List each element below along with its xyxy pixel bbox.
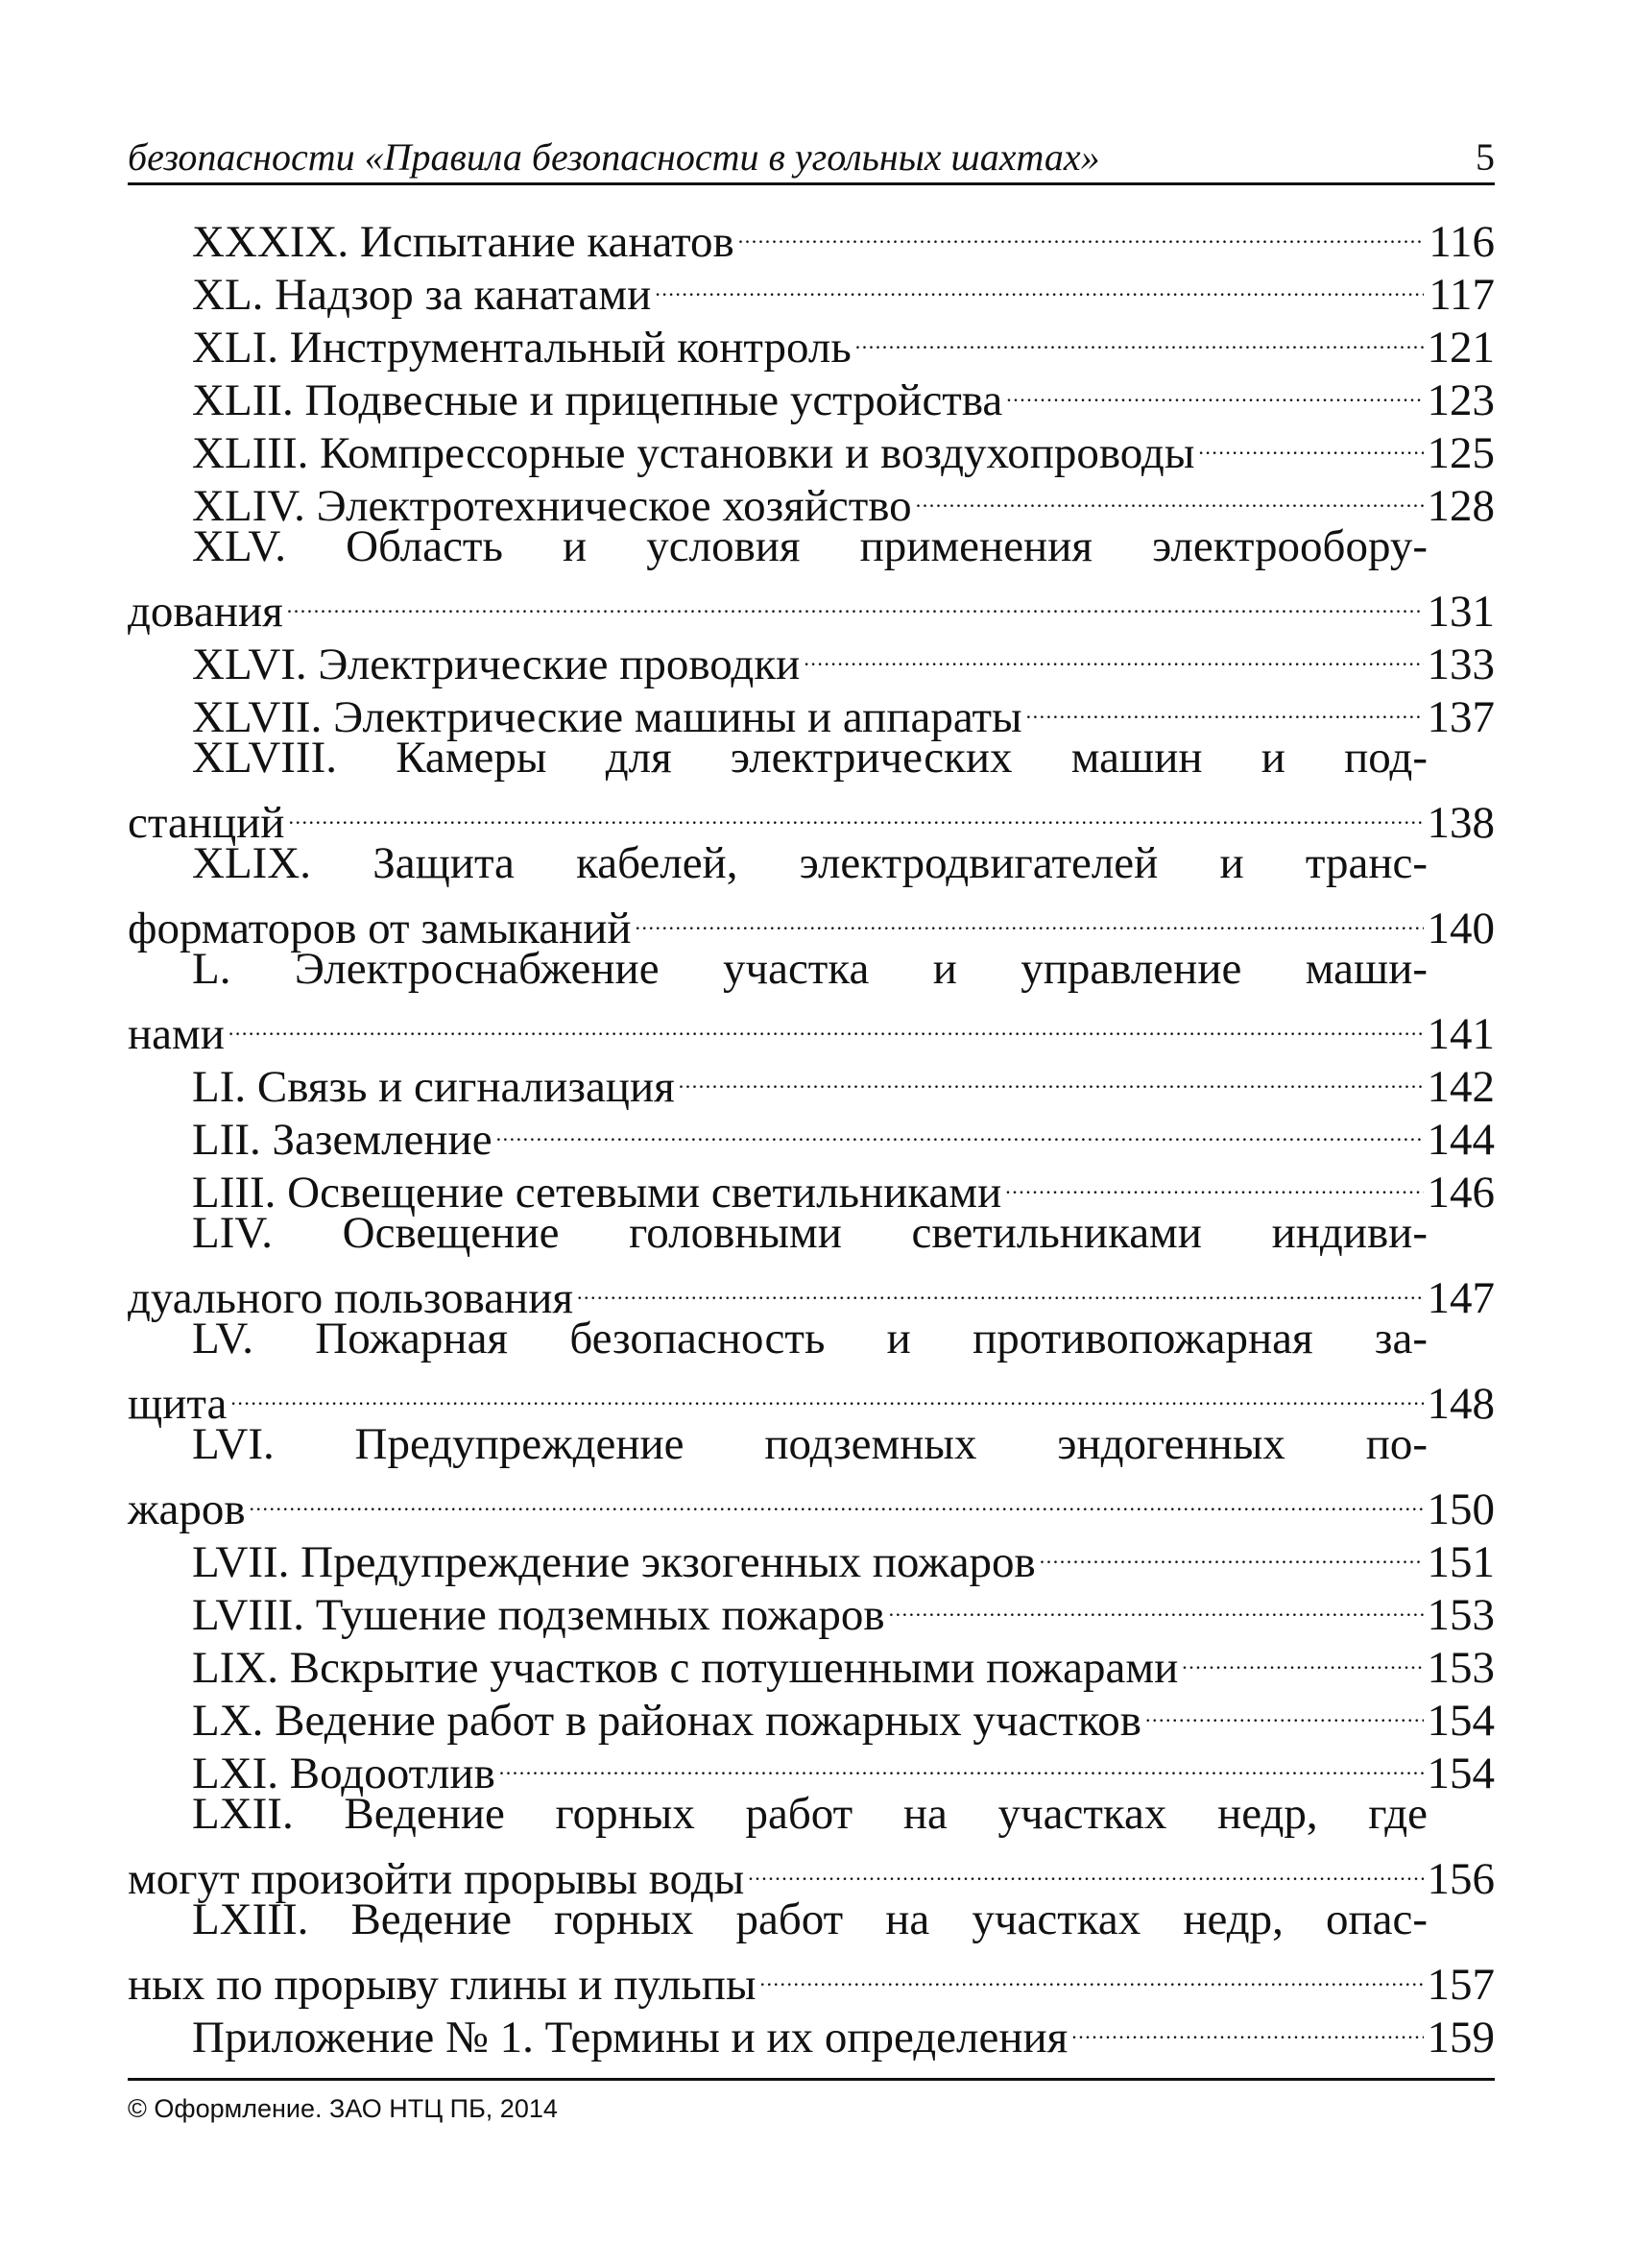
toc-entry [128, 943, 1495, 1059]
dot-leader [738, 204, 1424, 256]
toc-entry-title: Приложение № 1. Термины и их определения [192, 2013, 1069, 2063]
toc-entry-page: 146 [1427, 1168, 1495, 1218]
toc-entry-title: XL. Надзор за канатами [192, 270, 652, 320]
toc-entry-title: LXII. Ведение горных работ на участках недр, где [192, 1789, 1428, 1839]
dot-leader [1005, 1154, 1423, 1207]
toc-entry [192, 679, 1495, 742]
toc-entry-page: 121 [1427, 323, 1495, 373]
toc-entry [192, 1735, 1495, 1798]
toc-entry-title: XLVIII. Камеры для электрических машин и под- [192, 733, 1428, 783]
toc-entry [192, 204, 1495, 267]
toc-entry [192, 1629, 1495, 1693]
toc-entry-title: XLVII. Электрические машины и аппараты [192, 692, 1022, 742]
toc-entry [192, 256, 1495, 320]
toc-entry-title: щита [128, 1379, 228, 1429]
toc-entry-page: 148 [1427, 1379, 1495, 1429]
toc-entry-page: 125 [1427, 428, 1495, 478]
toc-entry-title: LVI. Предупреждение подземных эндогенных по- [192, 1419, 1428, 1469]
toc-entry-title: LII. Заземление [192, 1115, 492, 1165]
toc-entry [128, 732, 1495, 848]
toc-entry-title: жаров [128, 1484, 246, 1534]
toc-entry-title: ных по прорыву глины и пульпы [128, 1960, 756, 2010]
toc-entry-title: XXXIX. Испытание канатов [192, 217, 734, 267]
dot-leader [889, 1577, 1424, 1629]
toc-entry [192, 1049, 1495, 1112]
toc-entry-title: XLIV. Электротехническое хозяйство [192, 481, 912, 531]
dot-leader [496, 1101, 1424, 1154]
toc-entry-title: L. Электроснабжение участка и управление маши- [192, 944, 1428, 994]
toc-entry [128, 837, 1495, 953]
toc-entry [192, 415, 1495, 478]
dot-leader [804, 626, 1423, 679]
toc-entry-page: 123 [1427, 375, 1495, 425]
toc-entry-title: XLIII. Компрессорные установки и воздухопроводы [192, 428, 1195, 478]
toc-entry-page: 150 [1427, 1484, 1495, 1534]
toc-entry-page: 137 [1427, 692, 1495, 742]
toc-entry [192, 626, 1495, 689]
toc-entry-title: XLV. Область и условия применения электрообору- [192, 521, 1428, 571]
toc-entry [128, 1207, 1495, 1323]
dot-leader [288, 784, 1423, 837]
toc-entry [192, 362, 1495, 425]
dot-leader [855, 309, 1424, 362]
toc-entry-page: 140 [1427, 904, 1495, 953]
dot-leader [287, 573, 1424, 626]
toc-entry [128, 520, 1495, 637]
running-header [128, 123, 1495, 185]
toc-entry-title: LIII. Освещение сетевыми светильниками [192, 1168, 1002, 1218]
dot-leader [1145, 1682, 1424, 1735]
toc-entry-title: LV. Пожарная безопасность и противопожарная за- [192, 1314, 1428, 1363]
dot-leader [577, 1260, 1423, 1313]
toc-entry-title: LVII. Предупреждение экзогенных пожаров [192, 1537, 1036, 1587]
toc-entry-title: нами [128, 1009, 225, 1059]
toc-entry-page: 147 [1427, 1273, 1495, 1323]
copyright-notice: © Оформление. ЗАО НТЦ ПБ, 2014 [128, 2094, 558, 2123]
toc-entry-title: станций [128, 798, 285, 848]
toc-entry-page: 133 [1427, 639, 1495, 689]
toc-entry-title: XLVI. Электрические проводки [192, 639, 801, 689]
toc-entry-title: LX. Ведение работ в районах пожарных участков [192, 1696, 1141, 1746]
toc-entry [192, 468, 1495, 531]
toc-entry-title: XLIX. Защита кабелей, электродвигателей и транс- [192, 838, 1428, 888]
toc-entry [128, 1418, 1495, 1534]
toc-entry-title: XLII. Подвесные и прицепные устройства [192, 375, 1003, 425]
dot-leader [1071, 1999, 1423, 2052]
toc-entry-page: 151 [1427, 1537, 1495, 1587]
toc-entry [192, 309, 1495, 373]
dot-leader [499, 1735, 1424, 1788]
toc-entry [192, 1999, 1495, 2063]
toc-entry-page: 142 [1427, 1062, 1495, 1112]
toc-entry-page: 144 [1427, 1115, 1495, 1165]
dot-leader [1026, 679, 1424, 732]
toc-entry [128, 1313, 1495, 1429]
toc-entry-page: 117 [1429, 270, 1495, 320]
toc-entry-title: XLI. Инструментальный контроль [192, 323, 852, 373]
toc-entry-page: 154 [1427, 1749, 1495, 1798]
toc-entry [192, 1682, 1495, 1746]
dot-leader [679, 1049, 1424, 1101]
toc-entry-title: форматоров от замыканий [128, 904, 632, 953]
dot-leader [1040, 1524, 1424, 1577]
toc-entry-page: 159 [1427, 2013, 1495, 2063]
page-number: 5 [1476, 135, 1495, 179]
toc-entry-page: 116 [1429, 217, 1495, 267]
toc-entry-title: LVIII. Тушение подземных пожаров [192, 1590, 885, 1640]
dot-leader [230, 1365, 1423, 1418]
dot-leader [748, 1841, 1423, 1894]
toc-entry-page: 156 [1427, 1854, 1495, 1904]
dot-leader [655, 256, 1424, 309]
dot-leader [228, 996, 1424, 1049]
table-of-contents [128, 204, 1495, 2063]
dot-leader [636, 890, 1424, 943]
toc-entry [192, 1577, 1495, 1640]
toc-entry-page: 153 [1427, 1590, 1495, 1640]
toc-entry [128, 1894, 1495, 2010]
toc-entry-page: 131 [1427, 587, 1495, 637]
toc-entry-title: дования [128, 587, 283, 637]
toc-entry-page: 157 [1427, 1960, 1495, 2010]
toc-entry-title: LI. Связь и сигнализация [192, 1062, 675, 1112]
toc-entry-title: LXI. Водоотлив [192, 1749, 495, 1798]
toc-entry-page: 128 [1427, 481, 1495, 531]
toc-entry-title: дуального пользования [128, 1273, 574, 1323]
toc-entry-page: 153 [1427, 1643, 1495, 1693]
toc-entry-title: могут произойти прорывы воды [128, 1854, 745, 1904]
dot-leader [1006, 362, 1423, 415]
dot-leader [760, 1946, 1424, 1999]
toc-entry [192, 1154, 1495, 1218]
toc-entry [128, 1788, 1495, 1904]
toc-entry [192, 1524, 1495, 1587]
toc-entry-page: 141 [1427, 1009, 1495, 1059]
dot-leader [1182, 1629, 1423, 1682]
footer [128, 2078, 1495, 2124]
toc-entry-page: 154 [1427, 1696, 1495, 1746]
toc-entry-page: 138 [1427, 798, 1495, 848]
toc-entry-title: LXIII. Ведение горных работ на участках недр, опас- [192, 1894, 1428, 1944]
toc-entry-title: LIX. Вскрытие участков с потушенными пожарами [192, 1643, 1179, 1693]
toc-entry-title: LIV. Освещение головными светильниками индиви- [192, 1208, 1428, 1258]
dot-leader [1198, 415, 1423, 468]
running-header-title: безопасности «Правила безопасности в угольных шахтах» [128, 135, 1100, 179]
dot-leader [916, 468, 1424, 520]
dot-leader [250, 1471, 1424, 1524]
toc-entry [192, 1101, 1495, 1165]
